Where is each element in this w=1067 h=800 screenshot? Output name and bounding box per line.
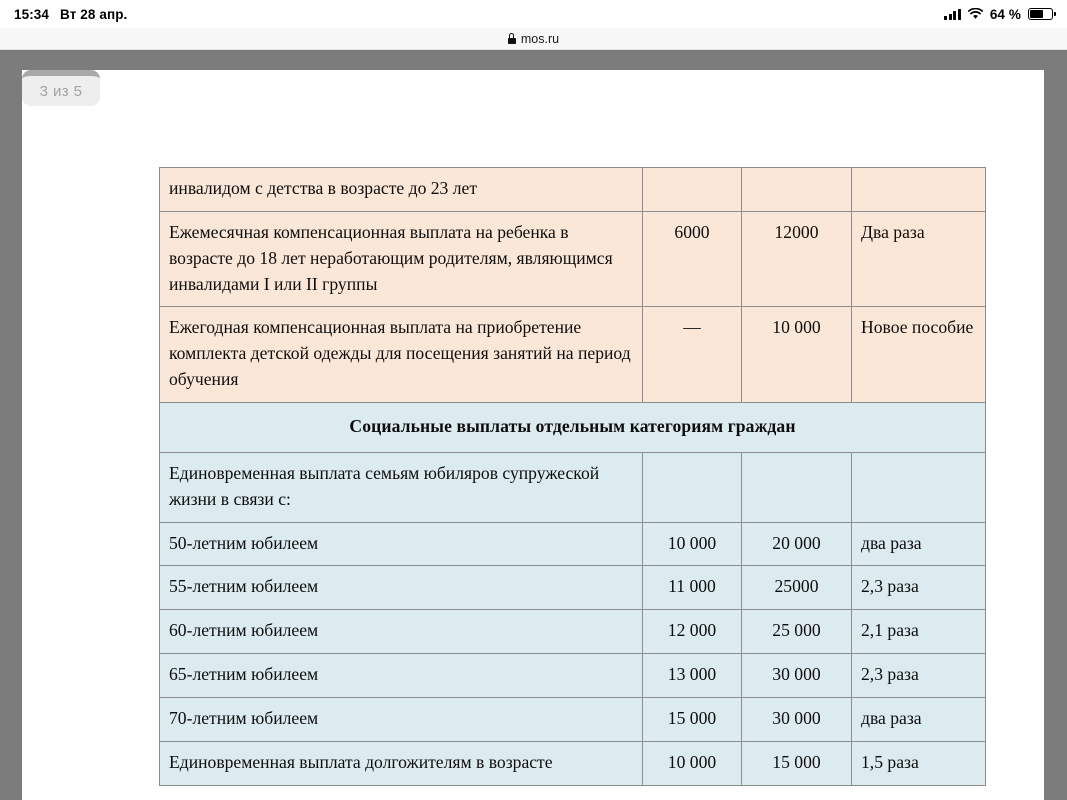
row-description: Ежемесячная компенсационная выплата на ребенка в возрасте до 18 лет неработающим родителям, являющимся инвалидами I или II группы [160, 211, 643, 307]
row-value-1: 15 000 [643, 698, 742, 742]
row-value-2: 12000 [742, 211, 852, 307]
row-description: Ежегодная компенсационная выплата на приобретение комплекта детской одежды для посещения занятий на период обучения [160, 307, 643, 403]
battery-percent-label: 64 % [989, 6, 1021, 22]
address-bar-url: mos.ru [520, 31, 560, 46]
row-value-2: 15 000 [742, 741, 852, 785]
address-bar[interactable] [508, 32, 559, 46]
cellular-signal-icon [944, 9, 961, 20]
table-row [160, 610, 986, 654]
battery-icon [1028, 8, 1053, 20]
row-value-1: — [643, 307, 742, 403]
row-value-2 [742, 168, 852, 212]
row-note: 2,3 раза [852, 654, 986, 698]
status-bar-right [944, 7, 1053, 22]
row-note: 2,1 раза [852, 610, 986, 654]
table-row [160, 566, 986, 610]
page-counter-label: 3 из 5 [39, 82, 83, 100]
row-value-2: 25 000 [742, 610, 852, 654]
row-note: два раза [852, 522, 986, 566]
row-note [852, 168, 986, 212]
table-row [160, 741, 986, 785]
status-bar [0, 0, 1067, 28]
row-value-2: 30 000 [742, 654, 852, 698]
row-description: инвалидом с детства в возрасте до 23 лет [160, 168, 643, 212]
row-value-2: 30 000 [742, 698, 852, 742]
row-description: 60-летним юбилеем [160, 610, 643, 654]
benefits-table-body [160, 168, 986, 786]
row-value-2: 25000 [742, 566, 852, 610]
row-value-1 [643, 168, 742, 212]
row-value-1: 6000 [643, 211, 742, 307]
lock-icon [508, 33, 516, 44]
row-description: 50-летним юбилеем [160, 522, 643, 566]
page-content [22, 70, 1044, 800]
table-row [160, 211, 986, 307]
row-note: Новое пособие [852, 307, 986, 403]
wifi-icon [968, 8, 983, 20]
status-bar-clock: 15:34 [14, 6, 50, 22]
status-bar-left [14, 7, 127, 22]
row-description: Единовременная выплата семьям юбиляров супружеской жизни в связи с: [160, 452, 643, 522]
row-value-1 [643, 452, 742, 522]
row-value-2: 20 000 [742, 522, 852, 566]
row-value-1: 13 000 [643, 654, 742, 698]
table-section-header-row [160, 403, 986, 453]
table-row [160, 522, 986, 566]
benefits-table [159, 167, 986, 786]
row-note: 1,5 раза [852, 741, 986, 785]
row-note: 2,3 раза [852, 566, 986, 610]
row-value-1: 10 000 [643, 741, 742, 785]
viewport-gray-band [0, 50, 1067, 70]
row-description: 65-летним юбилеем [160, 654, 643, 698]
row-value-1: 10 000 [643, 522, 742, 566]
row-description: 55-летним юбилеем [160, 566, 643, 610]
status-bar-date: Вт 28 апр. [60, 6, 128, 22]
table-row [160, 307, 986, 403]
row-value-1: 11 000 [643, 566, 742, 610]
row-note [852, 452, 986, 522]
row-description: 70-летним юбилеем [160, 698, 643, 742]
row-value-2: 10 000 [742, 307, 852, 403]
table-row [160, 698, 986, 742]
row-description: Единовременная выплата долгожителям в возрасте [160, 741, 643, 785]
table-row [160, 654, 986, 698]
browser-toolbar [0, 28, 1067, 50]
row-value-2 [742, 452, 852, 522]
table-section-header-label: Социальные выплаты отдельным категориям граждан [160, 403, 986, 453]
table-row [160, 168, 986, 212]
row-note: Два раза [852, 211, 986, 307]
row-value-1: 12 000 [643, 610, 742, 654]
row-note: два раза [852, 698, 986, 742]
table-row [160, 452, 986, 522]
page-counter-badge [22, 70, 100, 106]
